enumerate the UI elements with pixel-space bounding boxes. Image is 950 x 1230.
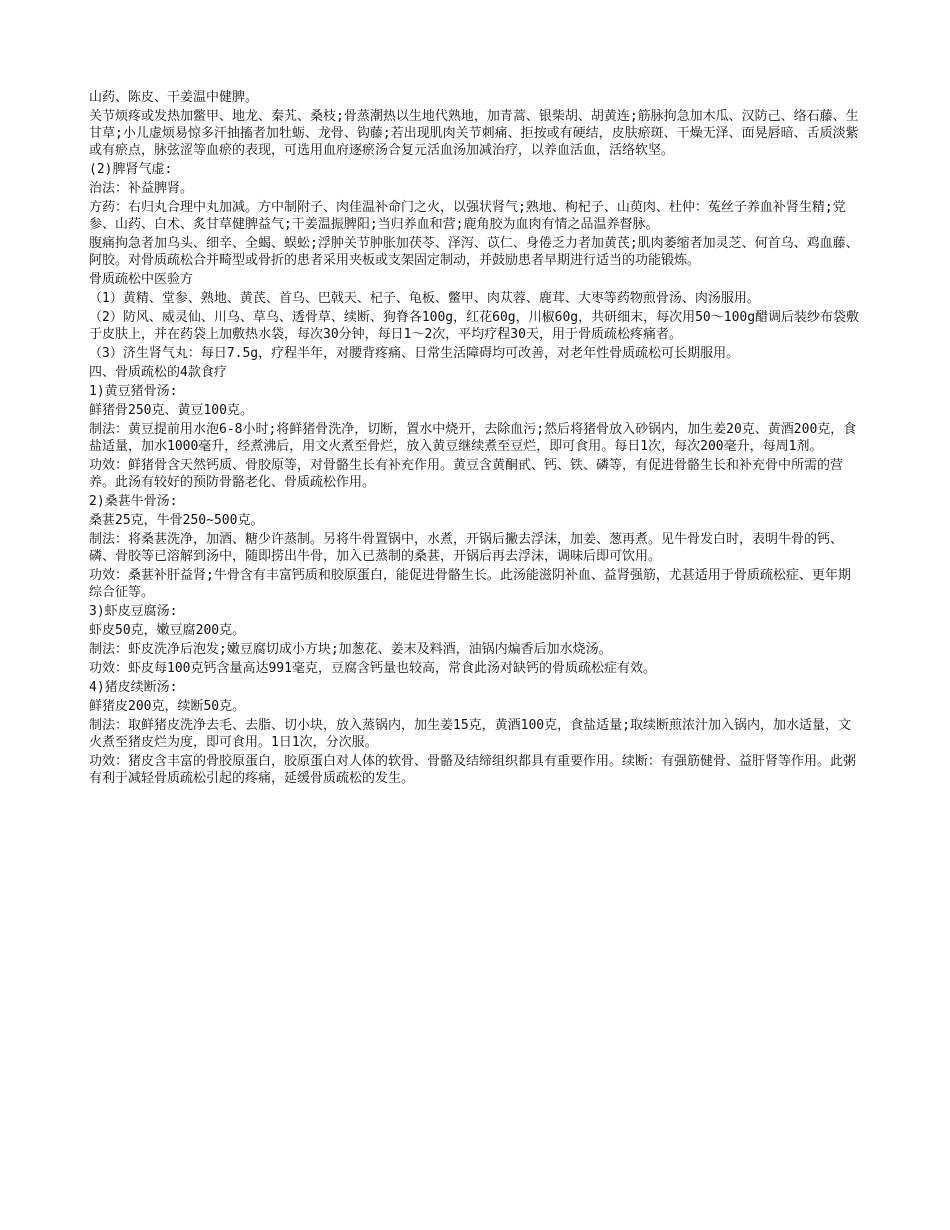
remedy-3: （3）济生肾气丸：每日7.5g，疗程半年，对腰背疼痛、日常生活障碍均可改善，对老年性骨质疏松可长期服用。 <box>89 346 740 361</box>
recipe-2-ingredients: 桑葚25克，牛骨250~500克。 <box>89 513 264 528</box>
recipe-2-method: 制法：将桑葚洗净，加酒、糖少许蒸制。另将牛骨置锅中，水煮，开锅后撇去浮沫，加姜、葱再煮。见牛骨发白时，表明牛骨的钙、磷、骨胶等已溶解到汤中，随即捞出牛骨，加入已蒸制的桑葚，开锅后再去浮沫，调味后即可饮用。 <box>89 532 844 564</box>
recipe-2-effect: 功效：桑葚补肝益肾;牛骨含有丰富钙质和胶原蛋白，能促进骨骼生长。此汤能滋阴补血、益肾强筋，尤甚适用于骨质疏松症、更年期综合征等。 <box>89 568 851 600</box>
paragraph-4: 治法：补益脾肾。 <box>89 181 194 196</box>
recipe-4-effect: 功效：猪皮含丰富的骨胶原蛋白，胶原蛋白对人体的软骨、骨骼及结缔组织都具有重要作用。续断：有强筋健骨、益肝肾等作用。此粥有利于减轻骨质疏松引起的疼痛，延缓骨质疏松的发生。 <box>89 754 857 786</box>
recipe-3-title: 3)虾皮豆腐汤: <box>89 604 178 619</box>
paragraph-1: 山药、陈皮、干姜温中健脾。 <box>89 90 259 105</box>
recipe-3-method: 制法：虾皮洗净后泡发;嫩豆腐切成小方块;加葱花、姜末及料酒，油锅内煸香后加水烧汤。 <box>89 642 612 657</box>
paragraph-5: 方药：右归丸合理中丸加减。方中制附子、肉佳温补命门之火，以强状肾气;熟地、枸杞子、山萸肉、杜仲：菟丝子养血补肾生精;党参、山药、白术、炙甘草健脾益气;干姜温振脾阳;当归养血和营;鹿角胶为血肉有情之品温养督脉。 <box>89 200 846 232</box>
recipe-2-title: 2)桑葚牛骨汤: <box>89 494 178 509</box>
section-heading-diet: 四、骨质疏松的4款食疗 <box>89 365 227 380</box>
recipe-4-title: 4)猪皮续断汤: <box>89 680 178 695</box>
recipe-3-ingredients: 虾皮50克，嫩豆腐200克。 <box>89 623 246 638</box>
recipe-1-method: 制法：黄豆提前用水泡6-8小时;将鲜猪骨洗净，切断，置水中烧开，去除血污;然后将猪骨放入砂锅内，加生姜20克、黄酒200克，食盐适量，加水1000毫升，经煮沸后，用文火煮至骨烂，放入黄豆继续煮至豆烂，即可食用。每日1次，每次200毫升，每周1剂。 <box>89 422 857 454</box>
recipe-1-title: 1)黄豆猪骨汤: <box>89 384 178 399</box>
document-body <box>89 89 861 789</box>
section-heading-remedies: 骨质疏松中医验方 <box>89 272 194 287</box>
section-heading-spleen-kidney: (2)脾肾气虚: <box>89 162 173 177</box>
remedy-1: （1）黄精、堂参、熟地、黄芪、首乌、巴戟天、杞子、龟板、鳖甲、肉苁蓉、鹿茸、大枣等药物煎骨汤、肉汤服用。 <box>89 291 760 306</box>
recipe-1-effect: 功效：鲜猪骨含天然钙质、骨胶原等，对骨骼生长有补充作用。黄豆含黄酮甙、钙、铁、磷等，有促进骨骼生长和补充骨中所需的营养。此汤有较好的预防骨骼老化、骨质疏松作用。 <box>89 458 844 490</box>
recipe-3-effect: 功效：虾皮每100克钙含量高达991毫克，豆腐含钙量也较高，常食此汤对缺钙的骨质疏松症有效。 <box>89 661 656 676</box>
paragraph-2: 关节烦疼或发热加鳖甲、地龙、秦艽、桑枝;骨蒸潮热以生地代熟地，加青蒿、银柴胡、胡黄连;筋脉拘急加木瓜、汉防己、络石藤、生甘草;小儿虚烦易惊多汗抽搐者加牡蛎、龙骨、钩藤;若出现肌肉关节刺痛、拒按或有硬结，皮肤瘀斑、干燥无泽、面晃唇暗、舌质淡紫或有瘀点，脉弦涩等血瘀的表现，可选用血府逐瘀汤合复元活血汤加减治疗，以养血活血，活络软坚。 <box>89 109 859 158</box>
paragraph-6: 腹痛拘急者加乌头、细辛、全蝎、蜈蚣;浮肿关节肿胀加茯苓、泽泻、苡仁、身倦乏力者加黄芪;肌肉萎缩者加灵芝、何首乌、鸡血藤、阿胶。对骨质疏松合并畸型或骨折的患者采用夹板或支架固定制动，并鼓励患者早期进行适当的功能锻炼。 <box>89 236 859 268</box>
recipe-4-method: 制法：取鲜猪皮洗净去毛、去脂、切小块，放入蒸锅内，加生姜15克，黄酒100克，食盐适量;取续断煎浓汁加入锅内，加水适量，文火煮至猪皮烂为度，即可食用。1日1次，分次服。 <box>89 718 851 750</box>
recipe-1-ingredients: 鲜猪骨250克、黄豆100克。 <box>89 403 253 418</box>
recipe-4-ingredients: 鲜猪皮200克，续断50克。 <box>89 699 246 714</box>
remedy-2: （2）防风、威灵仙、川乌、草乌、透骨草、续断、狗脊各100g，红花60g，川椒60g，共研细末，每次用50～100g醋调后装纱布袋敷于皮肤上，并在药袋上加敷热水袋，每次30分钟，每日1～2次，平均疗程30天，用于骨质疏松疼痛者。 <box>89 310 860 342</box>
